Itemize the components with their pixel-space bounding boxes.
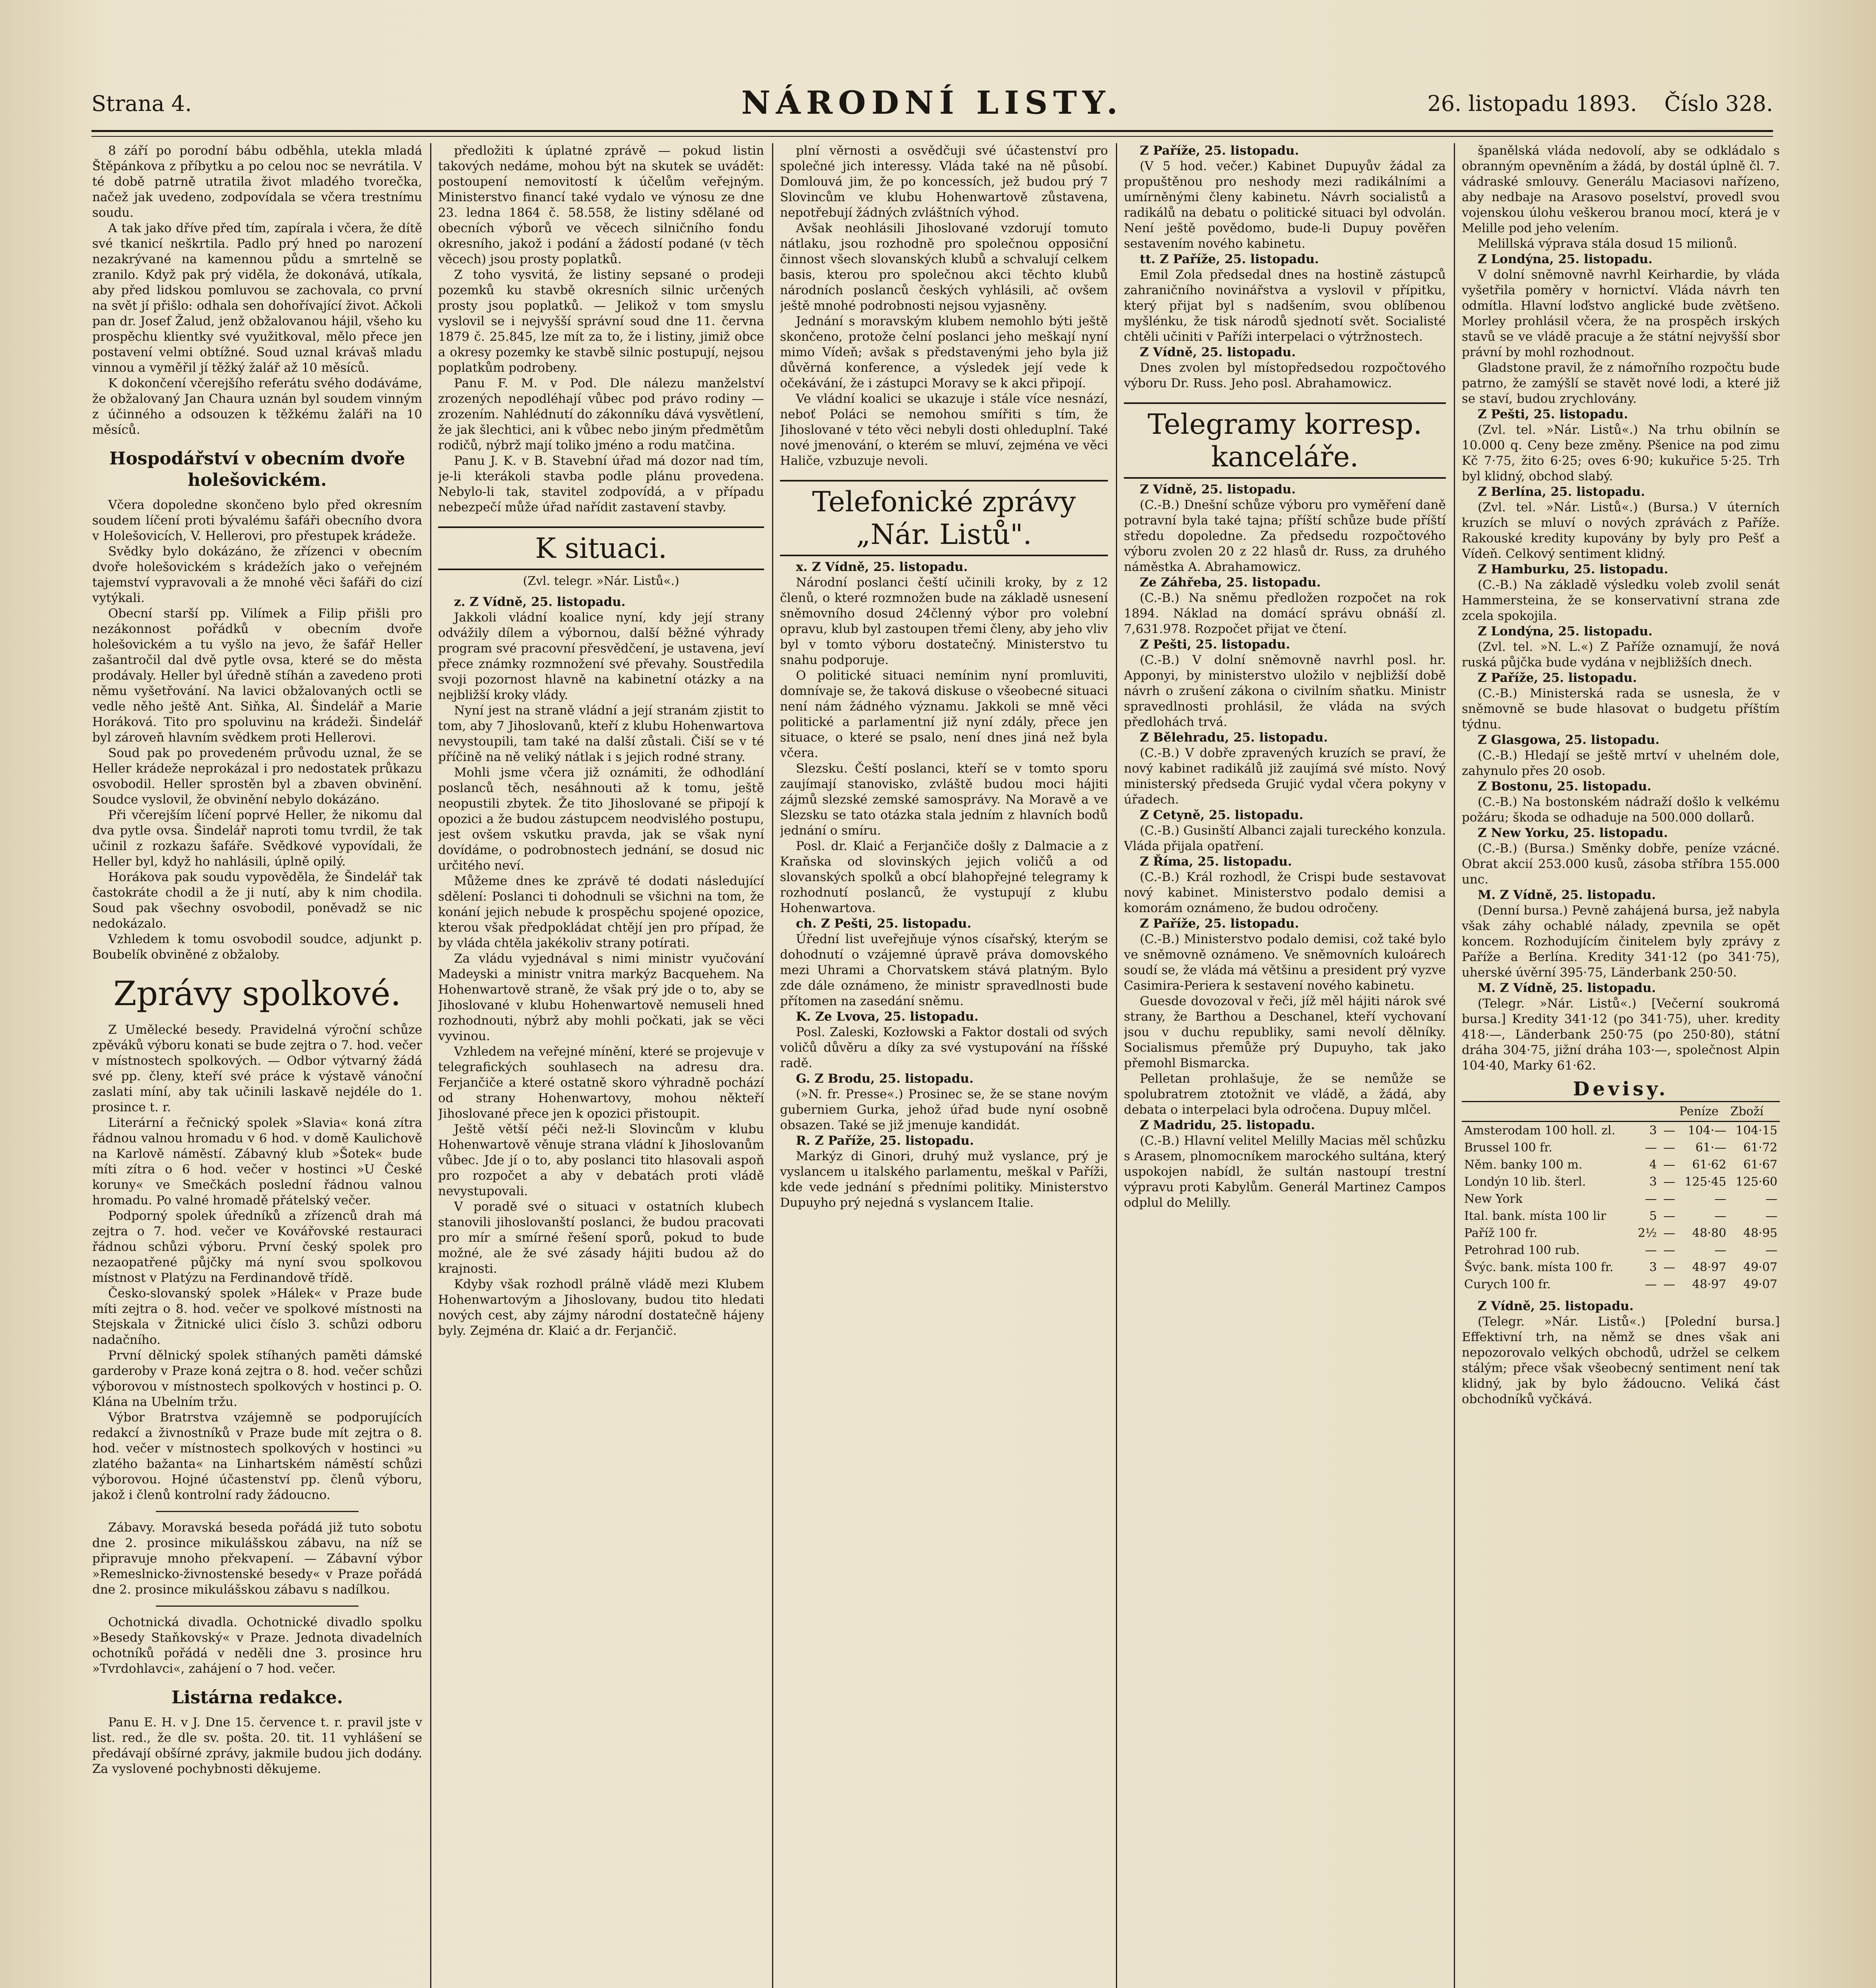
paragraph: (C.-B.) Na základě výsledku voleb zvolil senát Hammersteina, že se konservativní strana zde zcela spokojila. <box>1462 578 1780 623</box>
dateline: Z Říma, 25. listopadu. <box>1140 854 1292 869</box>
paragraph: Při včerejším líčení poprvé Heller, že nikomu dal dva pytle ovsa. Šindelář naproti tomu tvrdil, že tak učinil z rozkazu šafáře. Svědkové vypovídali, že Heller byl, když ho nahlásili, úplně opilý. <box>92 808 422 869</box>
dateline: Z Vídně, 25. listopadu. <box>1478 1299 1634 1313</box>
dateline: x. Z Vídně, 25. listopadu. <box>796 560 968 574</box>
paragraph: Jednání s moravským klubem nemohlo býti ještě skončeno, protože čelní poslanci jeho meškají nyní mimo Vídeň; avšak s představenými jeho byla již důvěrná konference, a výsledek její vede k očekávání, že i zástupci Moravy se k akci připojí. <box>780 314 1108 390</box>
table-cell: 104·— <box>1688 1124 1727 1138</box>
dateline: Z Pešti, 25. listopadu. <box>1478 407 1628 421</box>
table-row <box>1462 1122 1780 1140</box>
table-row <box>1462 1259 1780 1276</box>
table-cell: 125·45 <box>1684 1175 1727 1189</box>
table-header-cell <box>1462 1102 1633 1122</box>
table-cell: Curych 100 fr. <box>1464 1277 1551 1291</box>
article-telegrams <box>1124 482 1446 1211</box>
column-rule <box>1116 143 1117 1988</box>
paragraph: Markýz di Ginori, druhý muž vyslance, prý je vyslancem u italského parlamentu, meškal v Paříži, kde vede jednání s předními politiky. Ministerstvo Dupuyho prý nejedná s vyslancem Italie. <box>780 1149 1108 1210</box>
article-telephone-news <box>780 559 1108 1211</box>
paragraph: (C.-B.) Král rozhodl, že Crispi bude sestavovat nový kabinet. Ministerstvo podalo demisi a komorám oznámeno, že budou odročeny. <box>1124 870 1446 915</box>
paragraph: Kdyby však rozhodl prálně vládě mezi Klubem Hohenwartovým a Jihoslovany, budou tito hledati nových cest, aby zájmy národní dostatečně hájeny byly. Zejména dr. Klaić a dr. Ferjančič. <box>438 1277 764 1338</box>
paragraph: (C.-B.) (Bursa.) Směnky dobře, peníze vzácné. Obrat akcií 253.000 kusů, zásoba stříbra 155.000 unc. <box>1462 841 1780 887</box>
table-cell: — <box>1714 1209 1727 1223</box>
exchange-rates-table <box>1462 1101 1780 1293</box>
table-header-cell <box>1659 1102 1678 1122</box>
paragraph: (C.-B.) Na bostonském nádraží došlo k velkému požáru; škoda se odhaduje na 500.000 dollarů. <box>1462 795 1780 825</box>
table-row <box>1462 1225 1780 1242</box>
paragraph: předložiti k úplatné zprávě — pokud listin takových nedáme, mohou být na skutek se uvádět: postoupení nemovitostí k účelům veřejným. Ministerstvo financí také vydalo ve výnosu ze dne 23. ledna 1864 č. 58.558, že listiny sdělané od obecních výborů ve věcech silničního fondu okresního, jakož i podání a žádostí podané (v těch věcech) jsou prosty poplatků. <box>438 144 764 266</box>
paragraph: (Telegr. »Nár. Listů«.) [Večerní soukromá bursa.] Kredity 341·12 (po 341·75), uher. kredity 418·—, Länderbank 250·75 (po 250·80), státní dráha 304·75, jižní dráha 103·—, společnost Alpin 104·40, Marky 61·62. <box>1462 996 1780 1073</box>
paragraph: Soud pak po provedeném průvodu uznal, že se Heller krádeže neprokázal i pro nedostatek průkazu osvobodil. Heller sprostěn byl a zbaven obvinění. Soudce vyslovil, že obvinění nebylo dokázáno. <box>92 746 422 807</box>
paragraph: Obecní starší pp. Vilímek a Filip přišli pro nezákonnost pořádků v obecním dvoře holešovickém a tu vyšlo na jevo, že šafář Heller zašantročil dal dvě pytle ovsa, které se do města prodávaly. Heller byl úředně stíhán a zavedeno proti němu vyšetřování. Na lavici obžalovaných octli se vedle něho ještě Ant. Siňka, Al. Šindelář a Marie Horáková. Tito pro spoluvinu na krádeži. Šindelář byl zároveň hlavním svědkem proti Hellerovi. <box>92 606 422 745</box>
paragraph: A tak jako dříve před tím, zapírala i včera, že dítě své tkanicí neškrtila. Padlo prý hned po narození nezakrývané na kamennou půdu a smrtelně se zranilo. Když pak prý viděla, že dokonává, utíkala, aby před lidskou pomluvou se zachovala, co první na svět jí přišlo: odhala sen dohořívající život. Ačkoli pan dr. Josef Žalud, jenž obžalovanou hájil, všeho ku prospěchu klientky své využitkoval, mělo přece jen postavení velmi obtížné. Soud uznal krávaš mladu vinnou a vyměřil jí těžký žalář až 10 měsíců. <box>92 221 422 375</box>
table-cell: — <box>1645 1141 1657 1155</box>
dateline: ch. Z Pešti, 25. listopadu. <box>796 916 972 931</box>
dateline: Z Hamburku, 25. listopadu. <box>1478 562 1668 577</box>
paragraph: Vzhledem na veřejné mínění, které se projevuje v telegrafických souhlasech na adresu dra. Ferjančiče a které ostatně skoro výhradně pochází od strany Hohenwartovy, mohou někteří Jihoslované přece jen k opozici přistoupit. <box>438 1044 764 1121</box>
table-row <box>1462 1173 1780 1190</box>
section-heading: Telefonické zprávy „Nár. Listů". <box>780 480 1108 556</box>
table-cell: Ital. bank. místa 100 lir <box>1464 1209 1606 1223</box>
table-cell: 61·72 <box>1743 1141 1777 1155</box>
paragraph: Panu J. K. v B. Stavební úřad má dozor nad tím, je-li kterákoli stavba podle plánu provedena. Nebylo-li tak, stavitel zodpovídá, a v případu nebezpečí může úřad nařídit zastavení stavby. <box>438 454 764 514</box>
newspaper-title: NÁRODNÍ LISTY. <box>741 84 1123 121</box>
article-club-news <box>92 1022 422 1503</box>
paragraph: plní věrnosti a osvědčuji své účastenství pro společné jich interessy. Vláda také na ně působí. Domlouvá jim, že po koncessích, jež budou prý 7 Slovincům ve klubu Hohenwartově zůstavena, nepotřebují žádných zvláštních výhod. <box>780 144 1108 220</box>
paragraph: (»N. fr. Presse«.) Prosinec se, že se stane novým guberniem Gurka, jehož úřad bude nyní osobně obsazen. Také se již jmenuje kandidát. <box>780 1087 1108 1132</box>
paragraph: Výbor Bratrstva vzájemně se podporujících redakcí a živnostníků v Praze bude mít zejtra o 8. hod. večer v místnostech spolkových v hostinci »u zlatého bažanta« na Linhartském náměstí schůzi výborovou. Hojné účastenství pp. členů výboru, jakož i členů kontrolní rady žádoucno. <box>92 1410 422 1502</box>
article-telegrams-cont <box>1462 143 1780 1074</box>
table-cell: Švýc. bank. místa 100 fr. <box>1464 1260 1614 1274</box>
table-row <box>1462 1156 1780 1173</box>
article-situation-cont <box>780 143 1108 469</box>
paragraph: Vzhledem k tomu osvobodil soudce, adjunkt p. Boubelík obviněné z obžaloby. <box>92 932 422 962</box>
table-cell: — <box>1645 1243 1657 1257</box>
paragraph: Z toho vysvitá, že listiny sepsané o prodeji pozemků ku stavbě okresních silnic určených prosty jsou poplatků. — Jelikož v tom smyslu vyslovil se i nejvyšší správní soud dne 11. června 1879 č. 25.845, lze mít za to, že i listiny, jimiž obce a okresy pozemky ke stavbě silnic postupují, nejsou poplatkům podrobeny. <box>438 268 764 375</box>
table-cell: — <box>1765 1243 1777 1257</box>
table-header-row <box>1462 1102 1780 1122</box>
table-title: Devisy. <box>1573 1078 1669 1100</box>
column-rule <box>1454 143 1455 1988</box>
article-telephone-news-cont <box>1124 143 1446 391</box>
dateline: Z Londýna, 25. listopadu. <box>1478 624 1653 639</box>
table-cell: — <box>1663 1226 1675 1240</box>
column-5 <box>1462 143 1780 1988</box>
date-and-issue <box>1427 91 1773 116</box>
paragraph: (V 5 hod. večer.) Kabinet Dupuyův žádal za propuštěnou pro neshody mezi radikálními a umírněnými členy kabinetu. Návrh socialistů a radikálů na debatu o politické situaci byl odvolán. Není ještě povědomo, bude-li Dupuy pověřen sestavením nového kabinetu. <box>1124 159 1446 251</box>
dateline: G. Z Brodu, 25. listopadu. <box>796 1072 974 1086</box>
paragraph: Jakkoli vládní koalice nyní, kdy její strany odvážily dílem a výbornou, další běžné výhrady program své pracovní přesvědčení, je ustavena, jeví přece známky rozmnožení své převahy. Soustředila svoji pozornost hlavně na kabinetní otázky a na nejbližší kroky vlády. <box>438 610 764 702</box>
paragraph: Svědky bylo dokázáno, že zřízenci v obecním dvoře holešovickém s krádežích jako o veřejném tajemství vypravovali a že mnohé věci šafáři do cizí vytýkali. <box>92 544 422 605</box>
article-holesovice <box>92 497 422 963</box>
table-cell: — <box>1714 1192 1727 1206</box>
dateline: Z Paříže, 25. listopadu. <box>1478 671 1637 685</box>
table-cell: 49·07 <box>1743 1260 1777 1274</box>
table-cell: 49·07 <box>1743 1277 1777 1291</box>
paragraph: španělská vláda nedovolí, aby se odkládalo s obranným opevněním a žádá, by dostál úplně čl. 7. vádraské smlouvy. Generálu Maciasovi nařízeno, aby nedbaje na Arasovo poselství, provedl svou vojenskou úlohu veškerou branou mocí, která je v Melille pod jeho velením. <box>1462 144 1780 235</box>
dateline: K. Ze Lvova, 25. listopadu. <box>796 1010 979 1024</box>
table-cell: 4 <box>1649 1158 1657 1172</box>
paragraph: (C.-B.) Dnešní schůze výboru pro vyměření daně potravní byla také tajna; příští schůze bude příští středu dopoledne. Za předsedu rozpočtového výboru zvolen 20 z 22 hlasů dr. Russ, za druhého náměstka A. Abrahamowicz. <box>1124 498 1446 574</box>
paragraph: (C.-B.) Ministerstvo podalo demisi, což také bylo ve sněmovně oznámeno. Ve sněmovních kuloárech soudí se, že vláda má většinu a president prý vyzve Casimira-Periera k sestavení nového kabinetu. <box>1124 932 1446 993</box>
paragraph: Dnes zvolen byl místopředsedou rozpočtového výboru Dr. Russ. Jeho posl. Abrahamowicz. <box>1124 361 1446 390</box>
article-amateur-theatre <box>92 1615 422 1677</box>
paragraph: O politické situaci nemínim nyní promluviti, domnívaje se, že taková diskuse o všeobecné situaci není nám žádného významu. Jakkoli se mně věci politické a parlamentní již nyní zdály, přece jen situace, o které se psalo, není dnes jiná než byla včera. <box>780 668 1108 760</box>
table-cell: — <box>1663 1209 1675 1223</box>
paragraph: Ochotnická divadla. Ochotnické divadlo spolku »Besedy Staňkovský« v Praze. Jednota divadelních ochotníků pořádá v neděli dne 3. prosince hru »Tvrdohlavci«, zahájení o 7 hod. večer. <box>92 1615 422 1676</box>
table-cell: — <box>1663 1158 1675 1172</box>
article-letters <box>92 1715 422 1777</box>
paragraph: Avšak neohlásili Jihoslované vzdorují tomuto nátlaku, jsou rozhodně pro společnou opposiční činnost všech slovanských klubů a schvalují celkem basis, kterou pro společnou akci těchto klubů národních poslanců českých vyhlásili, ač ovšem ještě mnohé podrobnosti nejsou vyjasněny. <box>780 221 1108 313</box>
paragraph: Pelletan prohlašuje, že se nemůže se spolubratrem ztotožnit ve vládě, a žádá, aby debata o interpelaci byla odročena. Dupuy mlčel. <box>1124 1072 1446 1117</box>
paragraph: Gladstone pravil, že z námořního rozpočtu bude patrno, že zamýšlí se stavět nové lodi, a které již se staví, budou zrychlovány. <box>1462 361 1780 406</box>
issue-date: 26. listopadu 1893. <box>1427 91 1637 116</box>
dateline: M. Z Vídně, 25. listopadu. <box>1478 888 1656 902</box>
paragraph: (C.-B.) Hledají se ještě mrtví v uhelném dole, zahynulo přes 20 osob. <box>1462 748 1780 778</box>
paragraph: Slezsku. Čeští poslanci, kteří se v tomto sporu zaujímají stanovisko, zvláště budou moci hájiti zájmů slezské zemské samosprávy. Na Moravě a ve Slezsku se tato otázka stala jedním z hlavních bodů jednání o smíru. <box>780 761 1108 838</box>
table-cell: 125·60 <box>1736 1175 1777 1189</box>
paragraph: Podporný spolek úředníků a zřízenců drah má zejtra o 7. hod. večer ve Kovářovské restauraci řádnou schůzi výboru. První český spolek pro nezaopatřené půjčky má nyní svou spolkovou místnost v Platýzu na Ferdinandově třídě. <box>92 1209 422 1285</box>
paragraph: (Telegr. »Nár. Listů«.) [Polední bursa.] Effektivní trh, na němž se dnes však ani nepozorovalo velkých obchodů, udržel se celkem stálým; přece však všeobecný sentiment není tak klidný, jak by bylo žádoucno. Veliká část obchodníků vyčkává. <box>1462 1314 1780 1406</box>
table-cell: — <box>1645 1192 1657 1206</box>
paragraph: (C.-B.) Ministerská rada se usnesla, že v sněmovně se bude hlasovat o budgetu příštím týdnu. <box>1462 686 1780 732</box>
paragraph: První dělnický spolek stíhaných paměti dámské garderoby v Praze koná zejtra o 8. hod. večer schůzi výborovou v místnostech spolkových v hostinci p. O. Klána na Ubelním tržu. <box>92 1348 422 1409</box>
dateline: Z Londýna, 25. listopadu. <box>1478 252 1653 266</box>
dateline: Z New Yorku, 25. listopadu. <box>1478 826 1668 840</box>
paragraph: (C.-B.) Hlavní velitel Melilly Macias měl schůzku s Arasem, plnomocníkem marockého sultána, který uspokojen nabídl, že sultán nastoupí trestní výpravu proti Kabylům. Generál Martinez Campos odplul do Melilly. <box>1124 1134 1446 1210</box>
article-entertainment <box>92 1520 422 1598</box>
dateline: Z Paříže, 25. listopadu. <box>1140 144 1299 158</box>
dateline: Z Glasgowa, 25. listopadu. <box>1478 733 1660 747</box>
column-3 <box>780 143 1108 1988</box>
table-cell: 48·95 <box>1743 1226 1777 1240</box>
table-cell: 3 <box>1649 1124 1657 1138</box>
section-heading: Zprávy spolkové. <box>113 974 401 1013</box>
paragraph: (C.-B.) V dolní sněmovně navrhl posl. hr. Apponyi, by ministerstvo uložilo v nejbližší době návrh o zrušení zákona o civilním sňatku. Ministr spravedlnosti prohlásil, že vláda na svých předlohách trvá. <box>1124 653 1446 729</box>
article-situation <box>438 594 764 1339</box>
paragraph: Úřední list uveřejňuje výnos císařský, kterým se dohodnutí o vzájemné úpravě práva domovského mezi Uhrami a Chorvatskem stává platným. Bylo zde dále oznámeno, že ministr spravedlnosti bude přítomen na zasedání sněmu. <box>780 932 1108 1008</box>
paragraph: Zábavy. Moravská beseda pořádá již tuto sobotu dne 2. prosince mikulášskou zábavu, na níž se připravuje mnoho překvapení. — Zábavní výbor »Remeslnicko-živnostenské besedy« v Praze pořádá dne 2. prosince mikulášskou zábavu s nadílkou. <box>92 1520 422 1597</box>
table-row <box>1462 1208 1780 1225</box>
paragraph: V poradě své o situaci v ostatních klubech stanovili jihoslovanští poslanci, že budou pracovati pro mír a smírné řešení sporů, pokud to bude možné, ale že své zásady hájiti budou až do krajnosti. <box>438 1200 764 1276</box>
table-row <box>1462 1190 1780 1208</box>
table-cell: 3 <box>1649 1260 1657 1274</box>
paragraph: Česko-slovanský spolek »Hálek« v Praze bude míti zejtra o 8. hod. večer ve spolkové místnosti na Stejskala v Žitnické ulici číslo 3. schůzi odboru nadačního. <box>92 1286 422 1347</box>
column-4 <box>1124 143 1446 1988</box>
dateline: Ze Záhřeba, 25. listopadu. <box>1140 575 1321 590</box>
table-cell: — <box>1663 1175 1675 1189</box>
table-cell: 5 <box>1649 1209 1657 1223</box>
table-cell: Paříž 100 fr. <box>1464 1226 1538 1240</box>
dateline: Z Bostonu, 25. listopadu. <box>1478 779 1651 794</box>
table-cell: — <box>1663 1192 1675 1206</box>
paragraph: Posl. Zaleski, Kozłowski a Faktor dostali od svých voličů důvěru a díky za své vystupování na říšské radě. <box>780 1025 1108 1070</box>
table-cell: 48·80 <box>1692 1226 1727 1240</box>
dateline: Z Vídně, 25. listopadu. <box>1140 345 1296 359</box>
table-cell: 3 <box>1649 1175 1657 1189</box>
dateline: M. Z Vídně, 25. listopadu. <box>1478 981 1656 995</box>
paragraph: (Zvl. tel. »Nár. Listů«.) Na trhu obilnín se 10.000 q. Ceny beze změny. Pšenice na pod zimu Kč 7·75, žito 6·25; oves 6·90; kukuřice 5·25. Trh byl klidný, obchod slabý. <box>1462 423 1780 483</box>
masthead-rule <box>91 130 1773 137</box>
paragraph: Z Umělecké besedy. Pravidelná výroční schůze zpěváků výboru konati se bude zejtra o 7. hod. večer v místnostech spolkových. — Odbor výtvarný žádá své pp. členy, kteří své práce k výstavě vánoční zaslati míní, aby tak učinili laskavě nejdéle do 1. prosince t. r. <box>92 1023 422 1114</box>
table-cell: — <box>1645 1277 1657 1291</box>
issue-number: Číslo 328. <box>1664 91 1773 116</box>
paragraph: Za vládu vyjednával s nimi ministr vyučování Madeyski a ministr vnitra markýz Bacquehem. Na Hohenwartově straně, že však prý jde o to, aby se Jihoslované v klubu Hohenwartově nemuseli hned rozhodnouti, nýbrž aby mohli počkati, jak se věci vyvinou. <box>438 951 764 1043</box>
column-1 <box>92 143 422 1988</box>
table-cell: 48·97 <box>1692 1277 1727 1291</box>
table-cell: — <box>1714 1243 1727 1257</box>
article-legal-advice <box>438 143 764 515</box>
dateline: Z Vídně, 25. listopadu. <box>1140 482 1296 497</box>
section-heading: K situaci. <box>438 526 764 570</box>
article-court-report <box>92 143 422 438</box>
separator <box>156 1606 359 1607</box>
paragraph: Horákova pak soudu vypověděla, že Šindelář tak častokráte chodil a že ji nutí, aby k nim chodila. Soud pak všechny osvobodil, poněvadž se nic nedokázalo. <box>92 870 422 931</box>
paragraph: Mohli jsme včera již oznámiti, že odhodlání poslanců těch, nesáhnouti až k tomu, ještě neopustili zbytek. Že tito Jihoslované se připojí k opozici a že budou zástupcem neodvislého postupu, jest ovšem vskutku pravda, jak se však nyní dovídáme, o podrobnostech jednání, se dosud nic určitého neví. <box>438 765 764 873</box>
paragraph: Melillská výprava stála dosud 15 milionů. <box>1478 237 1737 251</box>
paragraph: (C.-B.) Gusinští Albanci zajali tureckého konzula. Vláda přijala opatření. <box>1124 823 1446 853</box>
paragraph: K dokončení včerejšího referátu svého dodáváme, že obžalovaný Jan Chaura uznán byl soudem vinným z účinného a odsouzen k těžkému žaláři na 10 měsíců. <box>92 376 422 437</box>
column-rule <box>430 143 431 1988</box>
paragraph: Literární a řečnický spolek »Slavia« koná zítra řádnou valnou hromadu v 6 hod. v domě Kaulichově na Karlově náměstí. Zábavný klub »Šotek« bude míti zítra o 6 hod. večer v hostinci »U České koruny« ve Smečkách poslední řádnou valnou hromadu. Po valné hromadě přátelský večer. <box>92 1116 422 1208</box>
section-heading: Listárna redakce. <box>171 1687 343 1708</box>
section-heading: Telegramy korresp. kanceláře. <box>1124 402 1446 479</box>
paragraph: (C.-B.) Na sněmu předložen rozpočet na rok 1894. Náklad na domácí správu obnáší zl. 7,631.978. Rozpočet přijat ve čtení. <box>1124 591 1446 636</box>
paragraph: (Zvl. tel. »N. L.«) Z Paříže oznamují, že nová ruská půjčka bude vydána v nejbližších dnech. <box>1462 640 1780 670</box>
paragraph: Ještě větší péči než-li Slovincům v klubu Hohenwartově věnuje strana vládní k Jihoslovanům vůbec. Jde jí o to, aby poslanci tito hlasovali aspoň pro rozpočet a aby v debatách proti vládě nevystupovali. <box>438 1122 764 1198</box>
dateline: z. Z Vídně, 25. listopadu. <box>454 595 626 609</box>
page-number: Strana 4. <box>91 91 192 116</box>
table-cell: Brussel 100 fr. <box>1464 1141 1552 1155</box>
table-row <box>1462 1242 1780 1259</box>
byline: (Zvl. telegr. »Nár. Listů«.) <box>523 574 679 588</box>
dateline: tt. Z Paříže, 25. listopadu. <box>1140 252 1319 266</box>
article-bourse <box>1462 1299 1780 1407</box>
table-cell: — <box>1663 1124 1675 1138</box>
dateline: Z Madridu, 25. listopadu. <box>1140 1118 1315 1132</box>
table-cell: — <box>1663 1277 1675 1291</box>
paragraph: Panu F. M. v Pod. Dle nálezu manželství zrozených nepodléhají vůbec pod právo rodiny — zrozením. Nahlédnutí do zákonníku dává vysvětlení, že jak šlechtici, ani k vůbec nebo jiným předmětům rodičů, nýbrž mají toliko jméno a rodu matčina. <box>438 376 764 452</box>
table-cell: 2½ <box>1637 1226 1657 1240</box>
table-cell: 48·97 <box>1692 1260 1727 1274</box>
dateline: Z Cetyně, 25. listopadu. <box>1140 808 1304 822</box>
dateline: Z Bělehradu, 25. listopadu. <box>1140 730 1328 745</box>
table-row <box>1462 1139 1780 1156</box>
table-cell: Petrohrad 100 rub. <box>1464 1243 1580 1257</box>
table-cell: — <box>1663 1243 1675 1257</box>
paragraph: Národní poslanci čeští učinili kroky, by z 12 členů, o které rozmnožen bude na základě usnesení sněmovního dosud 24členný výbor pro volební opravu, klub byl zastoupen třemi členy, aby jeho vliv byl v tomto výboru dostatečný. Ministerstvo tu snahu podporuje. <box>780 575 1108 667</box>
paragraph: V dolní sněmovně navrhl Keirhardie, by vláda vyšetřila poměry v hornictví. Vláda návrh ten odmítla. Hlavní loďstvo anglické bude zvětšeno. Morley prohlásil včera, že na prospěch irských stavů se ve vládě pracuje a že státní nejvyšší sbor právní by mohl rozhodnout. <box>1462 268 1780 359</box>
table-row <box>1462 1276 1780 1293</box>
dateline: Z Paříže, 25. listopadu. <box>1140 916 1299 931</box>
paragraph: (C.-B.) V dobře zpravených kruzích se praví, že nový kabinet radikálů již zaujímá své místo. Nový ministerský předseda Grujić vydal včera pokyny v úřadech. <box>1124 746 1446 807</box>
paragraph: Můžeme dnes ke zprávě té dodati následující sdělení: Poslanci ti dohodnuli se všichni na tom, že konání jejich nebude k prospěchu spojené opozice, kterou však předpokládat chtějí jen pro případ, že by vláda chtěla jakékoliv strany potírati. <box>438 874 764 950</box>
paragraph: (Zvl. tel. »Nár. Listů«.) (Bursa.) V úterních kruzích se mluví o nových zprávách z Paříže. Rakouské kredity kupovány by byly pro Pešť a Vídeň. Celkový sentiment klidný. <box>1462 500 1780 561</box>
paragraph: (Denní bursa.) Pevně zahájená bursa, jež nabyla však záhy ochablé nálady, zpevnila se opět koncem. Rozhodujícím činitelem byly zprávy z Paříže a Berlína. Kredity 341·12 (po 341·75), uherské úvěrní 395·75, Länderbank 250·50. <box>1462 903 1780 980</box>
table-cell: 61·— <box>1695 1141 1727 1155</box>
paragraph: Posl. dr. Klaić a Ferjančiče došly z Dalmacie a z Kraňska od slovinských jejich voličů a od slovanských spolků a obcí blahopřejné telegramy k rozhodnutí poslanců, že vystupují z klubu Hohenwartova. <box>780 839 1108 915</box>
column-2 <box>438 143 764 1988</box>
paragraph: Ve vládní koalici se ukazuje i stále více nesnází, neboť Poláci se nemohou smířiti s tím, že Jihoslované v této věci nebyli dosti ohleduplní. Také nové jmenování, o kterém se mluví, zejména ve věci Haliče, vzbuzuje nevoli. <box>780 392 1108 468</box>
paragraph: 8 září po porodní bábu odběhla, utekla mladá Štěpánkova z příbytku a po celou noc se nevrátila. V té době patrně utratila život mladého tvorečka, načež jak uvedeno, zodpovídala se včera trestnímu soudu. <box>92 144 422 220</box>
table-cell: Londýn 10 lib. šterl. <box>1464 1175 1586 1189</box>
table-cell: 61·67 <box>1743 1158 1777 1172</box>
table-cell: — <box>1663 1141 1675 1155</box>
paragraph: Včera dopoledne skončeno bylo před okresním soudem líčení proti bývalému šafáři obecního dvora v Holešovicích, V. Hellerovi, pro přestupek krádeže. <box>92 498 422 543</box>
paragraph: Nyní jest na straně vládní a její stranám zjistit to tom, aby 7 Jihoslovanů, kteří z klubu Hohenwartova nevystoupili, tam také na další zůstali. Čiší se v té příčině na ně veliký nátlak i s jejich rodné strany. <box>438 703 764 764</box>
masthead <box>91 82 1773 137</box>
table-cell: Něm. banky 100 m. <box>1464 1158 1583 1172</box>
table-header-cell <box>1633 1102 1659 1122</box>
paragraph: Guesde dovozoval v řeči, jíž měl hájiti nárok své strany, že Barthou a Deschanel, kteří vychovaní jsou v duchu republiky, sami nevolí dělníky. Socialismus přemůže prý Dupuyho, tak jako přemohl Bismarcka. <box>1124 994 1446 1070</box>
table-cell: — <box>1765 1192 1777 1206</box>
section-heading: Hospodářství v obecním dvoře holešovickém. <box>109 448 405 490</box>
table-cell: — <box>1765 1209 1777 1223</box>
table-header-cell: Peníze <box>1678 1102 1729 1122</box>
table-cell: — <box>1663 1260 1675 1274</box>
table-body <box>1462 1122 1780 1293</box>
table-cell: New York <box>1464 1192 1523 1206</box>
dateline: Z Pešti, 25. listopadu. <box>1140 637 1290 652</box>
dateline: R. Z Paříže, 25. listopadu. <box>796 1134 974 1148</box>
paragraph: Emil Zola předsedal dnes na hostině zástupců zahraničního novinářstva a vyslovil v přípitku, který přijat byl s nadšením, svou oblíbenou myšlénku, že tisk národů sjednotí svět. Socialisté chtěli učiniti v Paříži interpelaci o výtržnostech. <box>1124 268 1446 344</box>
dateline: Z Berlína, 25. listopadu. <box>1478 485 1645 499</box>
table-cell: Amsterodam 100 holl. zl. <box>1464 1124 1616 1138</box>
table-cell: 61·62 <box>1692 1158 1727 1172</box>
column-rule <box>772 143 773 1988</box>
paragraph: Panu E. H. v J. Dne 15. července t. r. pravil jste v list. red., že dle sv. pošta. 20. tit. 11 vyhlášení se předávají obšírné zprávy, jakmile budou jich dodány. Za vyslovené pochybnosti děkujeme. <box>92 1715 422 1776</box>
separator <box>156 1511 359 1512</box>
table-header-cell: Zboží <box>1729 1102 1780 1122</box>
table-cell: 104·15 <box>1736 1124 1777 1138</box>
